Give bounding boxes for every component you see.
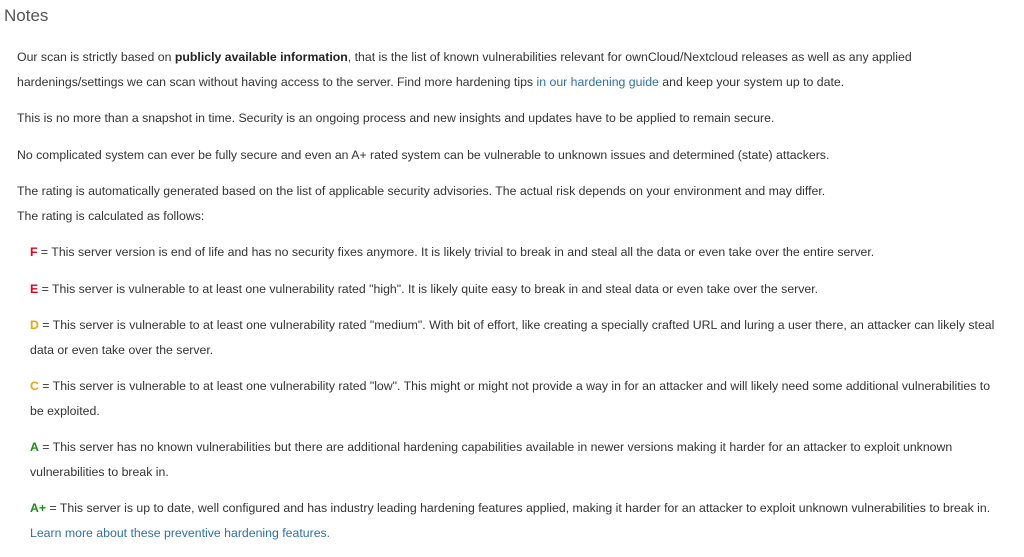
rating-generation-paragraph: The rating is automatically generated based on the list of applicable security advisories. The actual risk depends on your environment and may differ. xyxy=(17,184,826,198)
rating-description: = This server is vulnerable to at least one vulnerability rated "medium". With bit of effort, like creating a specially crafted URL and luring a user there, an attacker can likely steal data or even take over the server. xyxy=(30,318,995,357)
rating-description: = This server version is end of life and has no security fixes anymore. It is likely trivial to break in and steal all the data or even take over the entire server. xyxy=(37,245,875,259)
rating-description: = This server is up to date, well configured and has industry leading hardening features applied, making it harder for an attacker to exploit unknown vulnerabilities to break in. xyxy=(46,501,991,515)
rating-item-d xyxy=(30,313,1002,362)
grade-badge-a: A xyxy=(30,440,39,454)
rating-item-f xyxy=(30,240,1002,265)
grade-badge-e: E xyxy=(30,281,39,296)
intro-paragraph-scan xyxy=(17,45,1002,94)
notes-content xyxy=(17,45,1002,557)
security-paragraph: No complicated system can ever be fully secure and even an A+ rated system can be vulnerable to unknown issues and determined (state) attackers. xyxy=(17,147,830,162)
hardening-features-link[interactable]: Learn more about these preventive hardening features. xyxy=(30,525,331,540)
snapshot-paragraph: This is no more than a snapshot in time. Security is an ongoing process and new insights and updates have to be applied to remain secure. xyxy=(17,111,775,125)
rating-item-a xyxy=(30,435,1002,484)
section-title: Notes xyxy=(4,6,49,25)
hardening-guide-link[interactable]: in our hardening guide xyxy=(536,74,659,89)
rating-description: = This server is vulnerable to at least one vulnerability rated "high". It is likely quite easy to break in and steal data or even take over the server. xyxy=(38,281,819,296)
intro-text-end: and keep your system up to date. xyxy=(658,74,845,89)
grade-badge-c: C xyxy=(30,379,39,393)
intro-text-continued: , that is the list of known vulnerabilities relevant for ownCloud/Nextcloud releases as well as any applied hardenings/settings we can scan without having access to the server. Find more hardening tips xyxy=(17,50,912,89)
grade-badge-a-plus: A+ xyxy=(30,501,47,515)
rating-item-c xyxy=(30,374,1002,423)
rating-item-e xyxy=(30,277,1002,302)
intro-bold-text: publicly available information xyxy=(174,50,348,64)
rating-calculation-heading: The rating is calculated as follows: xyxy=(17,208,205,223)
intro-text: Our scan is strictly based on xyxy=(17,50,175,64)
grade-badge-f: F xyxy=(30,245,38,259)
rating-description: = This server has no known vulnerabilities but there are additional hardening capabilities available in newer versions making it harder for an attacker to exploit unknown vulnerabilities to break in. xyxy=(30,440,953,479)
rating-item-a-plus xyxy=(30,496,1002,545)
grade-badge-d: D xyxy=(30,318,39,332)
rating-description: = This server is vulnerable to at least one vulnerability rated "low". This might or might not provide a way in for an attacker and will likely need some additional vulnerabilities to be exploited. xyxy=(30,379,991,418)
